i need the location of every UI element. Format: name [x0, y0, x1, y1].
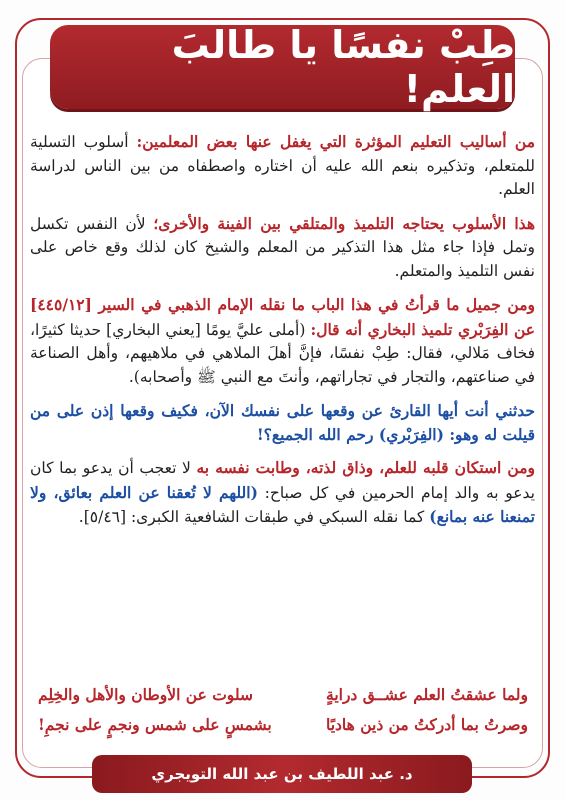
- paragraph-4: حدثني أنت أيها القارئ عن وقعها على نفسك الآن، فكيف وقعها إذن على من قيلت له وهو: (الفِرَبْري) رحم الله الجميع؟!: [30, 401, 535, 444]
- poem-line-1-first-hemistich: ولما عشقتُ العلم عشــق درايةٍ: [326, 685, 528, 704]
- paragraph-5: [30, 456, 535, 530]
- page-title: طِبْ نفسًا يا طالبَ العلم!: [171, 23, 515, 111]
- paragraph-1: [30, 130, 535, 202]
- paragraph-5-citation: كما نقله السبكي في طبقات الشافعية الكبرى: [٥/٤٦].: [78, 508, 430, 526]
- paragraph-5-prayer: (اللهم لا تُعقنا عن العلم بعائق، ولا تمنعنا عنه بمانع): [30, 482, 535, 526]
- paragraph-3-highlight: ومن جميل ما قرأتُ في هذا الباب ما نقله الإمام الذهبي في السير [٤٤٥/١٢] عن الفِرَبْري تلميذ البخاري أنه قال:: [30, 295, 535, 339]
- paragraph-2: [30, 212, 535, 284]
- title-banner: [50, 25, 515, 109]
- paragraph-2-highlight: هذا الأسلوب يحتاجه التلميذ والمتلقي بين الفينة والأخرى؛: [153, 213, 535, 233]
- paragraph-5-text: لا تعجب أن يدعو بما كان يدعو به والد إمام الحرمين في كل صباح:: [30, 459, 535, 502]
- poem-line-2-first-hemistich: وصرتُ بما أدركتُ من ذين هاديًا: [325, 715, 528, 734]
- paragraph-1-highlight: من أساليب التعليم المؤثرة التي يغفل عنها بعض المعلمين:: [136, 132, 536, 151]
- paragraph-5-highlight: ومن استكان قلبه للعلم، وذاق لذته، وطابت نفسه به: [196, 458, 535, 477]
- poem-line-2: [38, 710, 528, 740]
- poem-line-1: [38, 680, 528, 710]
- poem-line-2-second-hemistich: بشمسٍ على شمس ونجمٍ على نجمِ!: [38, 715, 272, 734]
- author-name: د. عبد اللطيف بن عبد الله التويجري: [151, 765, 413, 783]
- poem-line-1-second-hemistich: سلوت عن الأوطان والأهل والخِلِم: [38, 685, 253, 704]
- paragraph-3: [30, 293, 535, 389]
- author-footer: [92, 755, 472, 793]
- poem: [38, 680, 528, 740]
- paragraph-1-text: أسلوب التسلية للمتعلم، وتذكيره بنعم الله عليه أن اختاره واصطفاه من بين الناس لدراسة العلم.: [30, 133, 535, 198]
- article-body: [30, 130, 535, 540]
- paragraph-2-text: لأن النفس تكسل وتمل فإذا جاء مثل هذا التذكير من المعلم والشيخ كان لذلك وقع خاص على نفس التلميذ والمتعلم.: [30, 214, 535, 280]
- paragraph-3-text: (أملى عليَّ يومًا [يعني البخاري] حديثا كثيرًا، فخاف مَلالي، فقال: طِبْ نفسًا، فإنَّ أهلَ الملاهي في ملاهيهم، وأهل الصناعة في صناعتهم، والتجار في تجاراتهم، وأنتَ مع النبي ﷺ وأصحابه).: [30, 320, 535, 386]
